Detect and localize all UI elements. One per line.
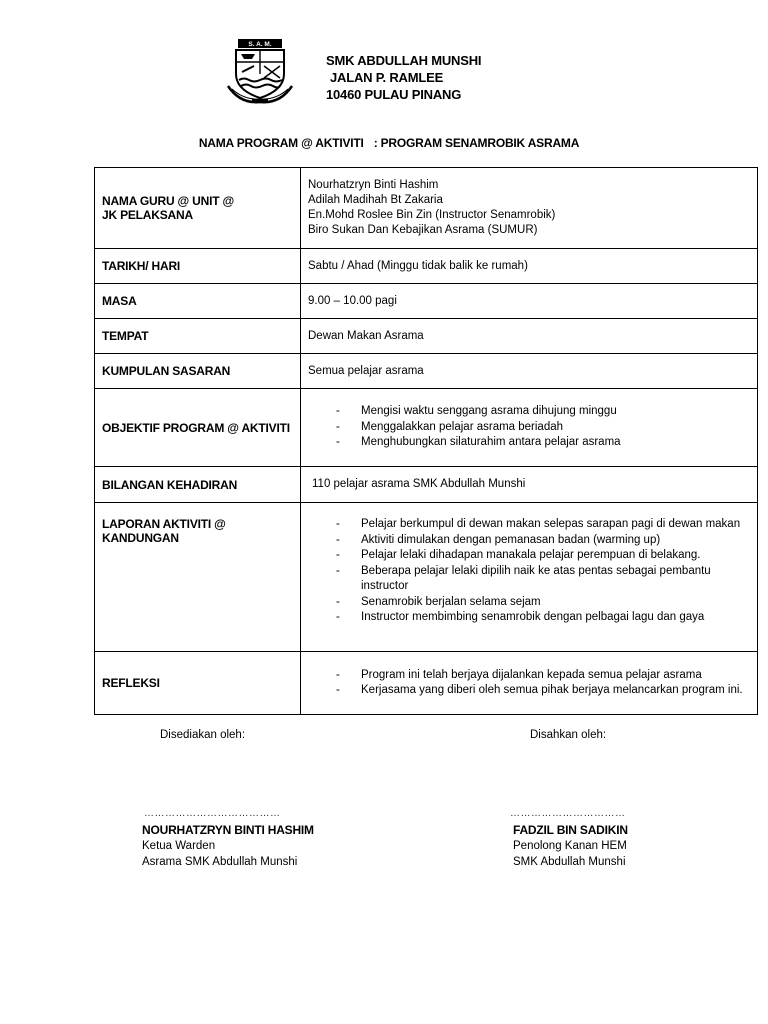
row-value-laporan [301, 503, 758, 652]
guru-line: Biro Sukan Dan Kebajikan Asrama (SUMUR) [308, 224, 538, 236]
table-row-guru [95, 168, 758, 249]
school-address-line1: JALAN P. RAMLEE [330, 70, 444, 85]
approved-by-label: Disahkan oleh: [530, 729, 607, 741]
guru-line: Nourhatzryn Binti Hashim [308, 179, 439, 191]
objektif-list [308, 404, 750, 451]
prepared-by-label: Disediakan oleh: [160, 729, 246, 741]
row-value-objektif [301, 389, 758, 467]
row-value-bilangan: 110 pelajar asrama SMK Abdullah Munshi [301, 467, 758, 503]
activity-report-table [94, 167, 758, 715]
row-value-guru [301, 168, 758, 249]
row-label-refleksi: REFLEKSI [95, 652, 301, 715]
guru-line: En.Mohd Roslee Bin Zin (Instructor Senamrobik) [308, 209, 556, 221]
row-label-bilangan: BILANGAN KEHADIRAN [95, 467, 301, 503]
table-row-refleksi [95, 652, 758, 715]
list-item: - Instructor membimbing senamrobik dengan pelbagai lagu dan gaya [328, 610, 750, 626]
row-label-guru [95, 168, 301, 249]
approved-signer-block [513, 822, 628, 870]
list-item: - Aktiviti dimulakan dengan pemanasan badan (warming up) [328, 533, 750, 549]
school-address-block [326, 52, 481, 103]
prepared-signer-name: NOURHATZRYN BINTI HASHIM [142, 823, 314, 837]
crest-banner-text: S. A. M. [248, 41, 272, 48]
table-row-bilangan [95, 467, 758, 503]
guru-line: Adilah Madihah Bt Zakaria [308, 194, 443, 206]
program-title-label: NAMA PROGRAM @ AKTIVITI [198, 136, 364, 150]
row-label-laporan [95, 503, 301, 652]
table-row-objektif [95, 389, 758, 467]
approved-signature-line: …………………………… [510, 808, 626, 819]
row-label-laporan-line2: KANDUNGAN [102, 531, 179, 545]
row-label-objektif: OBJEKTIF PROGRAM @ AKTIVITI [95, 389, 301, 467]
approved-signer-name: FADZIL BIN SADIKIN [513, 823, 628, 837]
row-label-kumpulan: KUMPULAN SASARAN [95, 354, 301, 389]
prepared-signature-line: ………………………………… [144, 808, 281, 819]
row-label-laporan-line1: LAPORAN AKTIVITI @ [102, 517, 226, 531]
list-item: - Menggalakkan pelajar asrama beriadah [328, 420, 750, 436]
table-row-laporan [95, 503, 758, 652]
program-title-value: : PROGRAM SENAMROBIK ASRAMA [373, 136, 580, 150]
list-item: - Pelajar lelaki dihadapan manakala pelajar perempuan di belakang. [328, 548, 750, 564]
list-item: - Pelajar berkumpul di dewan makan selepas sarapan pagi di dewan makan [328, 517, 750, 533]
row-label-guru-line1: NAMA GURU @ UNIT @ [102, 194, 235, 208]
approved-signer-org: SMK Abdullah Munshi [513, 856, 626, 868]
list-item: - Kerjasama yang diberi oleh semua pihak berjaya melancarkan program ini. [328, 683, 750, 699]
prepared-signer-title: Ketua Warden [142, 840, 216, 852]
prepared-signer-block [142, 822, 314, 870]
row-label-guru-line2: JK PELAKSANA [102, 208, 193, 222]
list-item: - Mengisi waktu senggang asrama dihujung minggu [328, 404, 750, 420]
school-address-line2: 10460 PULAU PINANG [326, 87, 462, 102]
refleksi-list [308, 668, 750, 699]
prepared-signer-org: Asrama SMK Abdullah Munshi [142, 856, 298, 868]
table-row-tarikh [95, 249, 758, 284]
program-title [0, 136, 768, 150]
school-crest-logo [224, 38, 296, 106]
row-value-refleksi [301, 652, 758, 715]
list-item: - Menghubungkan silaturahim antara pelajar asrama [328, 435, 750, 451]
school-name: SMK ABDULLAH MUNSHI [326, 53, 482, 68]
row-value-tarikh: Sabtu / Ahad (Minggu tidak balik ke rumah) [301, 249, 758, 284]
row-label-tempat: TEMPAT [95, 319, 301, 354]
table-row-masa [95, 284, 758, 319]
row-value-kumpulan: Semua pelajar asrama [301, 354, 758, 389]
laporan-list [308, 517, 750, 626]
approved-signer-title: Penolong Kanan HEM [513, 840, 627, 852]
row-value-tempat: Dewan Makan Asrama [301, 319, 758, 354]
table-row-tempat [95, 319, 758, 354]
table-row-kumpulan [95, 354, 758, 389]
list-item: - Senamrobik berjalan selama sejam [328, 595, 750, 611]
list-item: - Program ini telah berjaya dijalankan kepada semua pelajar asrama [328, 668, 750, 684]
row-label-masa: MASA [95, 284, 301, 319]
row-label-tarikh: TARIKH/ HARI [95, 249, 301, 284]
list-item: - Beberapa pelajar lelaki dipilih naik ke atas pentas sebagai pembantu instructor [328, 564, 750, 595]
row-value-masa: 9.00 – 10.00 pagi [301, 284, 758, 319]
